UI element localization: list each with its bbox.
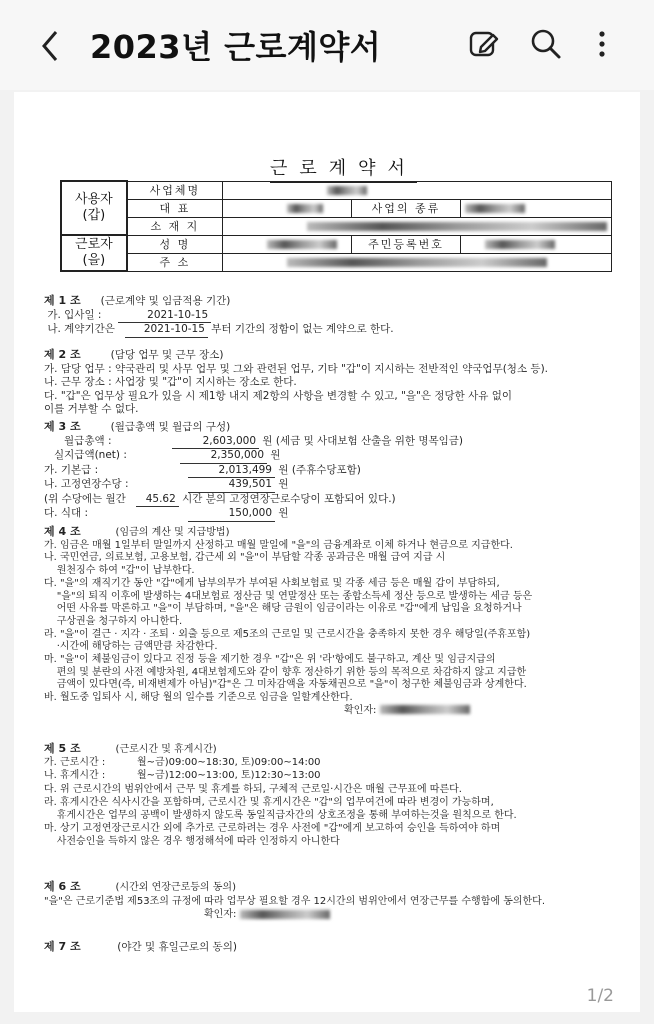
article-2: 제 2 조 (담당 업무 및 근무 장소) 가. 담당 업무 : 약국관리 및 사무 업무 및 그와 관련된 업무, 기타 "갑"이 지시하는 전반적인 약국업무(청소 등). 나. 근무 장소 : 사업장 및 "갑"이 지시하는 장소로 한다. 다. "갑"은 업무상 필요가 있을 시 제1항 내지 제2항의 사항을 변경할 수 있고, "을"은 정당한 사유 없이 이를 거부할 수 없다. <box>44 348 549 415</box>
clause-line: 구상권을 청구하지 아니한다. <box>44 615 183 627</box>
clause-line: 원천징수 하여 "갑"이 납부한다. <box>44 565 195 577</box>
clause-line: 나. 휴게시간 : 월~금)12:00~13:00, 토)12:30~13:00 <box>44 770 321 782</box>
redacted-value <box>287 204 323 213</box>
clause-line: 바. 월도중 입퇴사 시, 해당 월의 일수를 기준으로 임금을 일할계산한다. <box>44 692 353 704</box>
clause-line: ·시간에 해당하는 금액만큼 차감한다. <box>44 641 218 653</box>
article-5: 제 5 조 (근로시간 및 휴게시간) 가. 근로시간 : 월~금)09:00~18:30, 토)09:00~14:00 나. 휴게시간 : 월~금)12:00~13:00, 토)12:30~13:00 다. 위 근로시간의 범위안에서 근무 및 휴게를 하되, 구체적 근로일·시간은 매월 근무표에 따른다. 라. 휴게시간은 식사시간을 포함하며, 근로시간 및 휴게시간은 "갑"의 업무여건에 따라 변경이 가능하며, 휴게시간은 업무의 공백이 발생하지 않도록 동일직급자간의 상호조정을 통해 부여하는것을 원칙으로 한다. 마. 상기 고정연장근로시간 외에 추가로 근로하려는 경우 사전에 "갑"에게 보고하여 승인을 득하여야 하며 사전승인을 득하지 않은 경우 행정해석에 따라 인정하지 아니한다 <box>44 742 517 848</box>
party-info-table <box>60 180 612 272</box>
clause-line: 나. 국민연금, 의료보험, 고용보험, 갑근세 외 "을"이 부담할 각종 공과금은 매월 급여 지급 시 <box>44 552 446 564</box>
rrn-label: 주민등록번호 <box>351 235 460 253</box>
more-options-icon[interactable] <box>584 26 620 62</box>
page-title: 2023년 근로계약서 <box>90 28 382 66</box>
redacted-signature <box>380 705 470 714</box>
redacted-value <box>465 204 525 213</box>
home-address-label: 주 소 <box>127 253 223 271</box>
clause-line: 어떤 사유를 막론하고 "을"이 부담하며, "을"은 해당 금원이 임금이라는 이유로 "갑"에게 납입을 요청하거나 <box>44 603 522 615</box>
clause-line: 편의 및 분란의 사전 예방차원, 4대보험제도와 같이 향후 정산하기 위한 등의 목적으로 차감하지 않고 지급한 <box>44 666 527 678</box>
back-arrow-icon[interactable] <box>34 26 68 66</box>
clause-line: 가. 임금은 매월 1일부터 말일까지 산정하고 매월 말일에 "을"의 금융계좌로 이체 하거나 현금으로 지급한다. <box>44 539 513 551</box>
article-7: 제 7 조 (야간 및 휴일근로의 동의) <box>44 940 237 953</box>
business-type-label: 사업의 종류 <box>351 199 460 217</box>
name-label: 성 명 <box>127 235 223 253</box>
clause-line: 마. "을"이 체불임금이 있다고 진정 등을 제기한 경우 "갑"은 위 '라'항에도 불구하고, 계산 및 임금지급의 <box>44 654 496 666</box>
ceo-label: 대 표 <box>127 199 223 217</box>
redacted-signature <box>240 910 330 919</box>
clause-line: 라. "을"이 결근 · 지각 · 조퇴 · 외출 등으로 제5조의 근로일 및 근로시간을 충족하지 못한 경우 해당일(주휴포함) <box>44 628 531 640</box>
redacted-value <box>485 240 555 249</box>
redacted-value <box>287 258 547 267</box>
clause-line: "을"의 퇴직 이후에 발생하는 4대보험료 정산금 및 연말정산 또는 종합소득세 정산 등으로 발생하는 세금 등은 <box>44 590 533 602</box>
article-3: 제 3 조 (월급총액 및 월급의 구성) 월급총액 : 2,603,000 원 (세금 및 사대보험 산출을 위한 명목임금) 실지급액(net) : 2,350,000 원 가. 기본급 : 2,013,499 원 (주휴수당포함) 나. 고정연장수당 : 439,501 원 (위 수당에는 월간 45.62 시간 분의 고정연장근로수당이 포함되어 있다.) 다. 식대 : 150,000 원 <box>44 420 463 522</box>
page-indicator: 1/2 <box>586 986 614 1006</box>
clause-line: 라. 휴게시간은 식사시간을 포함하며, 근로시간 및 휴게시간은 "갑"의 업무여건에 따라 변경이 가능하며, <box>44 796 494 808</box>
clause-line: 휴게시간은 업무의 공백이 발생하지 않도록 동일직급자간의 상호조정을 통해 부여하는것을 원칙으로 한다. <box>44 810 517 822</box>
edit-icon[interactable] <box>466 26 502 62</box>
redacted-value <box>307 222 607 231</box>
document-title: 근로계약서 <box>270 154 417 183</box>
app-bar <box>0 0 654 90</box>
redacted-value <box>267 240 337 249</box>
article-6: 제 6 조 (시간외 연장근로등의 동의) "을"은 근로기준법 제53조의 규정에 따라 업무상 필요할 경우 12시간의 범위안에서 연장근무를 수행함에 동의한다. 확인자: <box>44 880 546 920</box>
clause-line: 가. 근로시간 : 월~금)09:00~18:30, 토)09:00~14:00 <box>44 757 321 769</box>
clause-line: 금액이 있다면(즉, 비재변제가 아님)"갑"은 그 미차감액을 자동채권으로 "을"이 청구한 체불임금과 상계한다. <box>44 679 527 691</box>
clause-line: 사전승인을 득하지 않은 경우 행정해석에 따라 인정하지 아니한다 <box>44 836 340 848</box>
redacted-value <box>327 186 367 195</box>
clause-line: 마. 상기 고정연장근로시간 외에 추가로 근로하려는 경우 사전에 "갑"에게 보고하여 승인을 득하여야 하며 <box>44 823 501 835</box>
company-name-label: 사업체명 <box>127 181 223 199</box>
clause-line: 다. "을"의 재직기간 동안 "갑"에게 납부의무가 부여된 사회보험료 및 각종 세금 등은 매월 갑이 부담하되, <box>44 577 500 589</box>
article-4: 제 4 조 (임금의 계산 및 지급방법) 가. 임금은 매월 1일부터 말일까지 산정하고 매월 말일에 "을"의 금융계좌로 이체 하거나 현금으로 지급한다. 나. 국민연금, 의료보험, 고용보험, 갑근세 외 "을"이 부담할 각종 공과금은 매월 급여 지급 시 원천징수 하여 "갑"이 납부한다. 다. "을"의 재직기간 동안 "갑"에게 납부의무가 부여된 사회보험료 및 각종 세금 등은 매월 갑이 부담하되, "을"의 퇴직 이후에 발생하는 4대보험료 정산금 및 연말정산 또는 종합소득세 정산 등으로 발생하는 세금 등은 어떤 사유를 막론하고 "을"이 부담하며, "을"은 해당 금원이 임금이라는 이유로 "갑"에게 납입을 요청하거나 구상권을 청구하지 아니한다. 라. "을"이 결근 · 지각 · 조퇴 · 외출 등으로 제5조의 근로일 및 근로시간을 충족하지 못한 경우 해당일(주휴포함) ·시간에 해당하는 금액만큼 차감한다. 마. "을"이 체불임금이 있다고 진정 등을 제기한 경우 "갑"은 위 '라'항에도 불구하고, 계산 및 임금지급의 편의 및 분란의 사전 예방차원, 4대보험제도와 같이 향후 정산하기 위한 등의 목적으로 차감하지 않고 지급한 금액이 있다면(즉, 비재변제가 아님)"갑"은 그 미차감액을 자동채권으로 "을"이 청구한 체불임금과 상계한다. 바. 월도중 입퇴사 시, 해당 월의 일수를 기준으로 임금을 일할계산한다. 확인자: <box>44 525 533 716</box>
address-label: 소 재 지 <box>127 217 223 235</box>
article-1: 제 1 조 (근로계약 및 임금적용 기간) 가. 입사일 : 2021-10-15 나. 계약기간은 2021-10-15 부터 기간의 정함이 없는 계약으로 한다. <box>44 294 394 338</box>
employee-label: 근로자 (을) <box>61 235 127 271</box>
employer-label: 사용자 (갑) <box>61 181 127 235</box>
clause-line: 다. 위 근로시간의 범위안에서 근무 및 휴게를 하되, 구체적 근로일·시간은 매월 근무표에 따른다. <box>44 783 462 795</box>
document-page[interactable] <box>14 92 640 1012</box>
search-icon[interactable] <box>528 26 564 62</box>
